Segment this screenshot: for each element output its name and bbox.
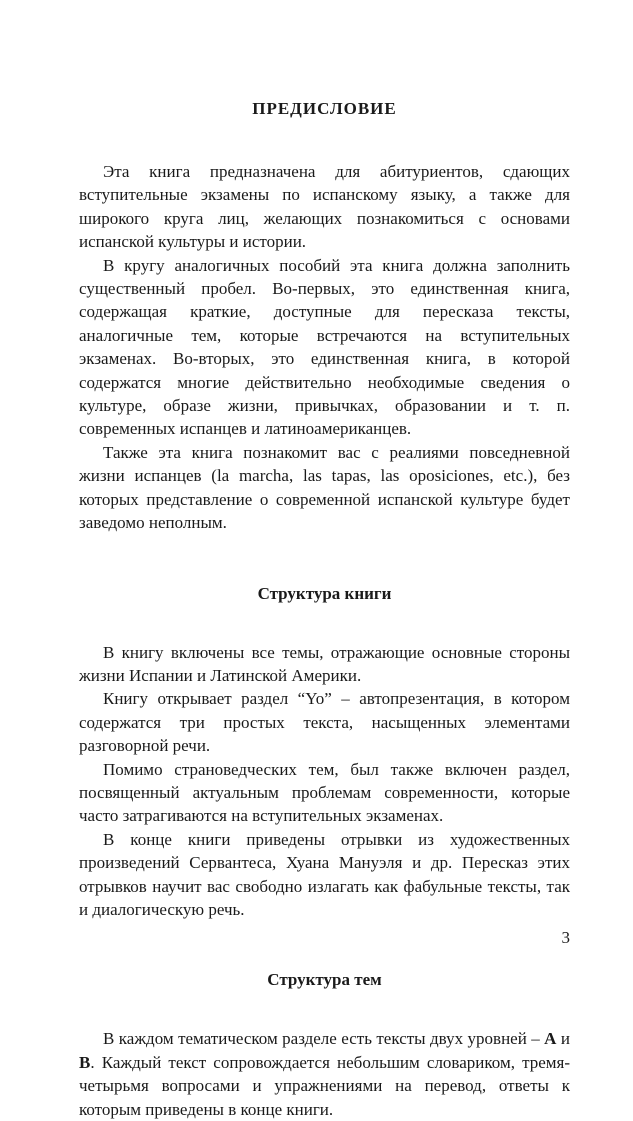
book-structure-paragraph-2: Книгу открывает раздел “Yo” – автопрезентация, в котором содержатся три простых текста, насыщенных элементами разговорной речи. [79,689,570,756]
intro-paragraph-2: В кругу аналогичных пособий эта книга должна заполнить существенный пробел. Во-первых, это единственная книга, содержащая краткие, доступные для пересказа тексты, аналогичные тем, которые встречаются на вступительных экзаменах. Во-вторых, это единственная книга, в которой содержатся многие действительно необходимые сведения о культуре, образе жизни, привычках, образовании и т. п. современных испанцев и латиноамериканцев. [79,255,570,439]
book-structure-paragraph-3: Помимо страноведческих тем, был также включен раздел, посвященный актуальным проблемам современности, которые часто затрагиваются на вступительных экзаменах. [79,759,570,826]
spacer [79,535,570,582]
topic-structure-paragraph [79,1027,570,1121]
text-span: . Каждый текст сопровождается небольшим словариком, тремя-четырьмя вопросами и упражнениями на перевод, ответы к которым приведены в конце книги. [79,1052,570,1119]
book-structure-paragraph-4: В конце книги приведены отрывки из художественных произведений Сервантеса, Хуана Мануэля и др. Пересказ этих отрывков научит вас свободно излагать как фабульные тексты, так и диалогическую речь. [79,829,570,919]
level-a-label: А [544,1029,557,1049]
section-heading-book-structure: Структура книги [257,583,392,603]
level-b-label: В [79,1052,91,1072]
text-span: В каждом тематическом разделе есть тексты двух уровней – [103,1029,545,1049]
intro-paragraph-3: Также эта книга познакомит вас с реалиями повседневной жизни испанцев (la marcha, las tapas, las oposiciones, etc.), без которых представление о современной испанской культуре будет заведомо неполным. [79,442,570,533]
page-title: ПРЕДИСЛОВИЕ [252,99,397,118]
spacer [79,991,570,1027]
section-heading-topic-structure: Структура тем [267,970,382,990]
spacer [79,605,570,641]
spacer [79,120,570,160]
page-content [79,97,570,1121]
page-number: 3 [561,928,570,947]
intro-paragraph-1: Эта книга предназначена для абитуриентов, сдающих вступительные экзамены по испанскому языку, а также для широкого круга лиц, желающих познакомиться с основами испанской культуры и истории. [79,162,570,252]
text-span: и [556,1029,570,1049]
book-structure-paragraph-1: В книгу включены все темы, отражающие основные стороны жизни Испании и Латинской Америки. [79,642,570,685]
spacer [79,921,570,968]
